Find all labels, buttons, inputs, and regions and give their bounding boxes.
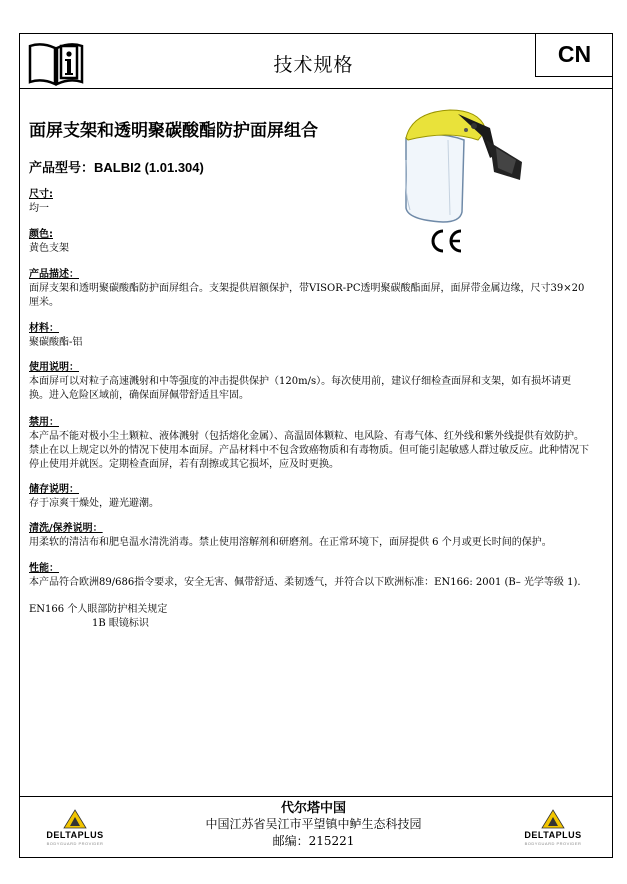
page-title: 技术规格 bbox=[273, 54, 354, 76]
standard-line-2 bbox=[92, 617, 627, 631]
deltaplus-logo-right bbox=[508, 808, 598, 848]
usage-text: 本面屏可以对粒子高速溅射和中等强度的冲击提供保护（120m/s）。每次使用前，建议仔细检查面屏和支架，如有损坏请更换。进入危险区域前，确保面屏佩带舒适且牢固。 bbox=[29, 376, 572, 401]
language-badge: CN bbox=[535, 33, 613, 77]
product-model bbox=[29, 157, 204, 176]
storage-text: 存于凉爽干燥处，避光避潮。 bbox=[29, 498, 159, 509]
standard-line-2-text: 1B 眼镜标识 bbox=[92, 618, 149, 629]
header-divider bbox=[19, 88, 613, 89]
performance-section bbox=[29, 562, 589, 590]
material-heading: 材料： bbox=[29, 323, 59, 334]
logo-tagline-left: BODYGUARD PROVIDER bbox=[46, 841, 104, 846]
prohibited-section bbox=[29, 416, 589, 472]
product-name: 面屏支架和透明聚碳酸酯防护面屏组合 bbox=[29, 121, 318, 141]
usage-heading: 使用说明： bbox=[29, 362, 79, 373]
material-section bbox=[29, 322, 589, 350]
usage-section bbox=[29, 361, 589, 403]
storage-heading: 储存说明： bbox=[29, 484, 79, 495]
description-text: 面屏支架和透明聚碳酸酯防护面屏组合。支架提供眉额保护，带VISOR-PC透明聚碳酸酯面屏，面屏带金属边缘，尺寸39×20厘米。 bbox=[29, 283, 585, 308]
footer-postcode: 邮编：215221 bbox=[272, 834, 355, 848]
footer-address: 中国江苏省吴江市平望镇中鲈生态科技园 bbox=[205, 817, 422, 831]
model-label: 产品型号： bbox=[29, 161, 95, 176]
description-heading: 产品描述： bbox=[29, 269, 79, 280]
standard-line-1 bbox=[29, 603, 589, 617]
performance-text: 本产品符合欧洲89/686指令要求，安全无害、佩带舒适、柔韧透气，并符合以下欧洲标准：EN166: 2001 (B– 光学等级 1). bbox=[29, 577, 581, 588]
logo-brand-left: DELTAPLUS bbox=[46, 830, 104, 840]
material-text: 聚碳酸酯-铝 bbox=[29, 337, 83, 348]
description-section bbox=[29, 268, 589, 310]
deltaplus-logo-left bbox=[30, 808, 120, 848]
color-section bbox=[29, 228, 589, 256]
prohibited-heading: 禁用： bbox=[29, 417, 59, 428]
prohibited-text: 本产品不能对极小尘土颗粒、液体溅射（包括熔化金属）、高温固体颗粒、电风险、有毒气体、红外线和紫外线提供有效防护。禁止在以上规定以外的情况下使用本面屏。产品材料中不包含致癌物质和有毒物质。但可能引起敏感人群过敏反应。此种情况下停止使用并就医。定期检查面屏，若有刮擦或其它损坏，应及时更换。 bbox=[29, 431, 589, 470]
cleaning-text: 用柔软的清洁布和肥皂温水清洗消毒。禁止使用溶解剂和研磨剂。在正常环境下，面屏提供 6 个月或更长时间的保护。 bbox=[29, 537, 552, 548]
size-heading: 尺寸: bbox=[29, 189, 53, 200]
standard-line-1-text: EN166 个人眼部防护相关规定 bbox=[29, 604, 168, 615]
performance-heading: 性能： bbox=[29, 563, 59, 574]
storage-section bbox=[29, 483, 589, 511]
cleaning-section bbox=[29, 522, 589, 550]
cleaning-heading: 清洗/保养说明： bbox=[29, 523, 103, 534]
logo-brand-right: DELTAPLUS bbox=[524, 830, 582, 840]
color-text: 黄色支架 bbox=[29, 243, 69, 254]
model-value: BALBI2 (1.01.304) bbox=[94, 160, 204, 175]
logo-tagline-right: BODYGUARD PROVIDER bbox=[524, 841, 582, 846]
size-text: 均一 bbox=[29, 203, 49, 214]
color-heading: 颜色: bbox=[29, 229, 53, 240]
size-section bbox=[29, 188, 589, 216]
footer-company: 代尔塔中国 bbox=[280, 801, 346, 816]
